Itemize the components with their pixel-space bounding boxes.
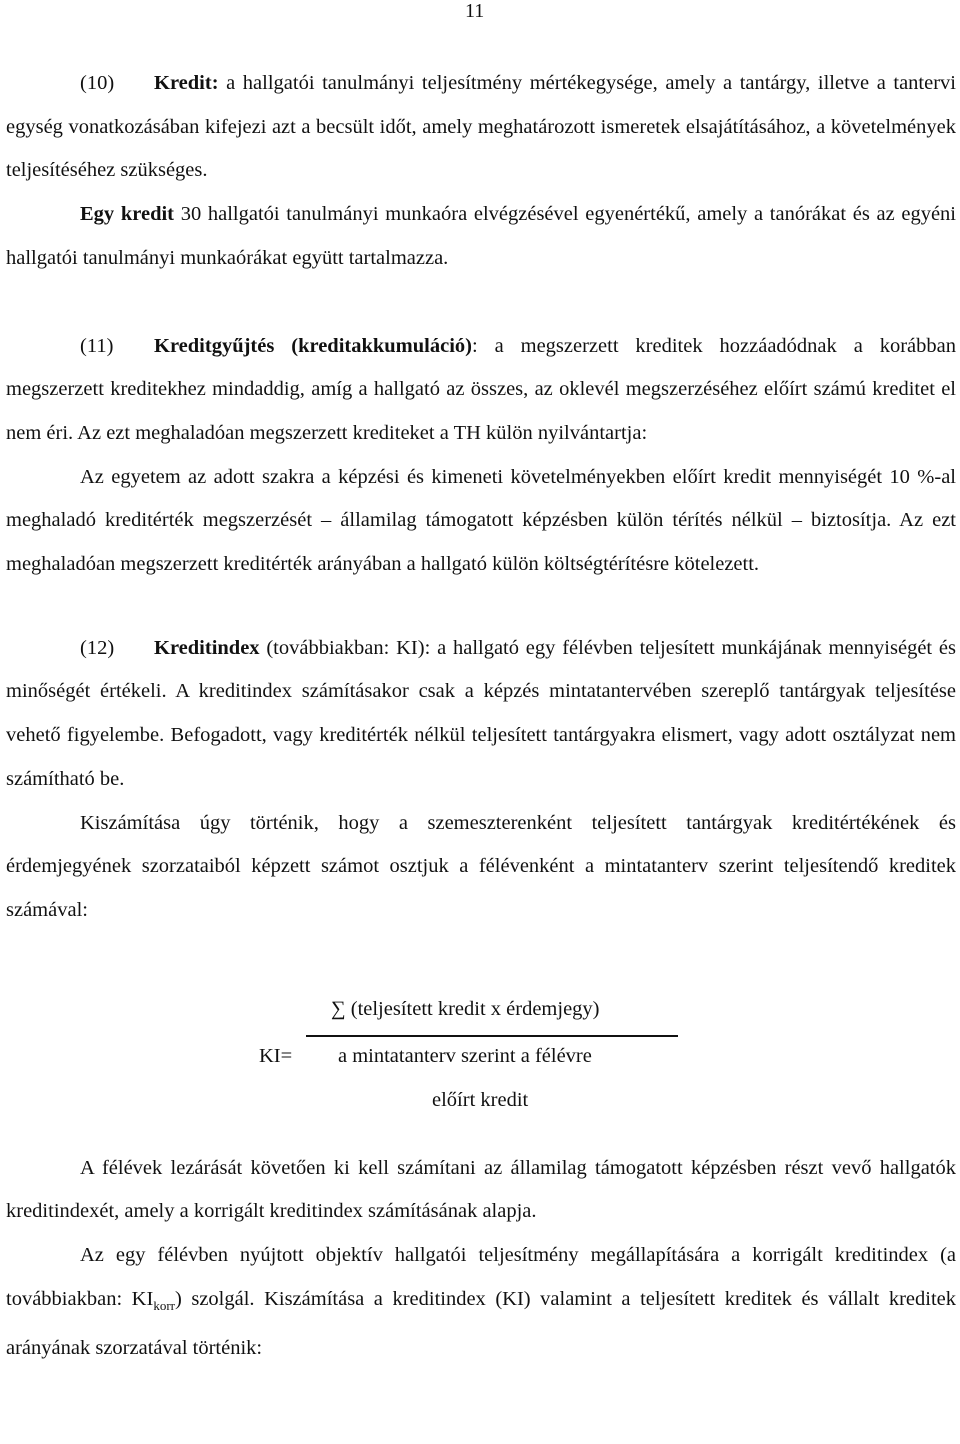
term-kreditgyujtes: Kreditgyűjtés (kreditakkumuláció)	[154, 334, 472, 357]
paragraph-text: ) szolgál. Kiszámítása a kreditindex (KI) valamint a teljesített kreditek és vállalt kreditek arányának szorzatával történik:	[6, 1287, 957, 1360]
paragraph-korrigalt	[6, 1234, 956, 1371]
page-number: 11	[465, 0, 485, 22]
subscript-korr: korr	[153, 1297, 175, 1313]
paragraph-number: (11)	[80, 334, 114, 357]
paragraph-text: Az egy félévben nyújtott objektív hallgatói teljesítmény megállapítására a korrigált kreditindex (a továbbiakban: KI	[6, 1244, 956, 1310]
paragraph-10	[6, 62, 956, 193]
paragraph-number: (10)	[80, 72, 115, 94]
paragraph-text: : a megszerzett kreditek hozzáadódnak a korábban megszerzett kreditekhez mindaddig, amíg a hallgató az összes, az oklevél megszerzéséhez előírt számú kreditet el nem éri. Az ezt meghaladóan megszerzett krediteket a TH külön nyilvántartja:	[6, 334, 956, 444]
paragraph-text: A félévek lezárását követően ki kell számítani az államilag támogatott képzésben részt vevő hallgatók kreditindexét, amely a korrigált kreditindex számításának alapja.	[6, 1156, 956, 1223]
paragraph-11-second	[6, 456, 956, 587]
paragraph-text: a hallgatói tanulmányi teljesítmény mértékegysége, amely a tantárgy, illetve a tantervi egység vonatkozásában kifejezi azt a becsült időt, amely meghatározott ismeretek elsajátításához, a követelmények teljesítéséhez szükséges.	[6, 72, 956, 182]
paragraph-11	[6, 325, 956, 456]
document-body	[6, 62, 956, 1371]
paragraph-text: Kiszámítása úgy történik, hogy a szemeszterenként teljesített tantárgyak kreditértékének és érdemjegyének szorzataiból képzett számot osztjuk a félévenként a mintatanterv szerint teljesítendő kreditek számával:	[6, 811, 956, 921]
formula-denominator-line2: előírt kredit	[432, 1088, 529, 1111]
paragraph-12-second	[6, 802, 956, 933]
formula-label: KI=	[259, 1044, 293, 1067]
term-kredit: Kredit:	[154, 72, 219, 94]
paragraph-text: 30 hallgatói tanulmányi munkaóra elvégzésével egyenértékű, amely a tanórákat és az egyéni hallgatói tanulmányi munkaórákat együtt tartalmazza.	[6, 203, 956, 269]
paragraph-number: (12)	[80, 636, 115, 659]
fraction-line	[306, 1035, 678, 1037]
formula-denominator-line1: a mintatanterv szerint a félévre	[338, 1044, 592, 1067]
paragraph-after-formula	[6, 1147, 956, 1234]
paragraph-12	[6, 627, 956, 802]
term-egy-kredit: Egy kredit	[80, 203, 175, 226]
paragraph-text: (továbbiakban: KI): a hallgató egy félévben teljesített munkájának mennyiségét és minőségét értékeli. A kreditindex számításakor csak a képzés mintatantervében szereplő tantárgyak teljesítése vehető figyelembe. Befogadott, vagy kreditérték nélkül teljesített tantárgyakra elismert, vagy adott osztályzat nem számítható be.	[6, 636, 956, 790]
paragraph-text: Az egyetem az adott szakra a képzési és kimeneti követelményekben előírt kredit mennyiségét 10 %-al meghaladó kreditérték megszerzését – államilag támogatott képzésben külön térítés nélkül – biztosítja. Az ezt meghaladóan megszerzett kreditérték arányában a hallgató külön költségtérítésre kötelezett.	[6, 465, 956, 576]
paragraph-10-second	[6, 193, 956, 280]
kreditindex-formula	[6, 997, 956, 1147]
term-kreditindex: Kreditindex	[154, 636, 260, 659]
formula-numerator: ∑ (teljesített kredit x érdemjegy)	[331, 997, 600, 1020]
